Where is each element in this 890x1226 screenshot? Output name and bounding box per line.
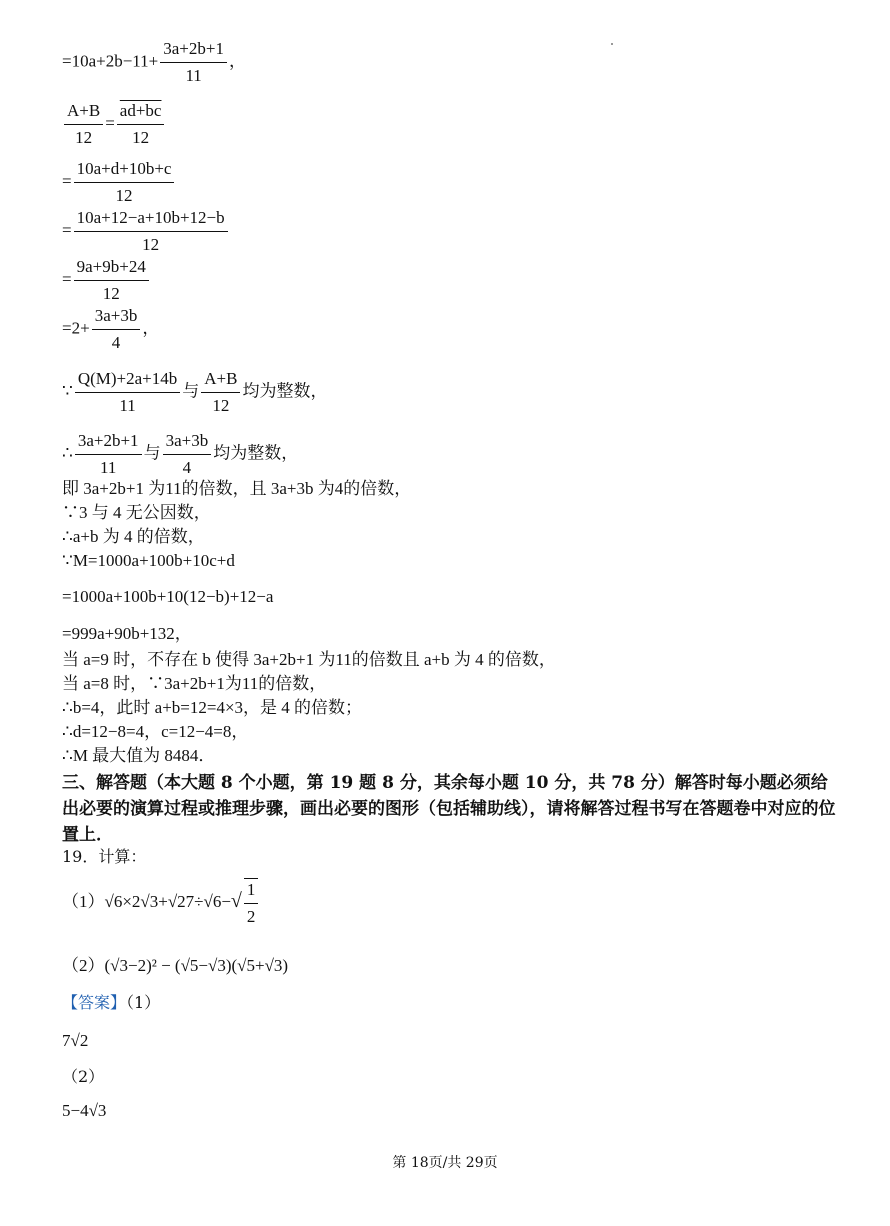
eq-line-14: =999a+90b+132， [62,624,192,643]
part-label: （1） [126,993,161,1012]
problem-title: 19．计算： [62,847,147,866]
part-label: （1） [62,891,105,911]
fraction [74,256,149,305]
eq-line-5 [62,256,151,305]
eq-line-3 [62,158,176,207]
denominator: 4 [182,458,192,477]
expression: √6×2√3+√27÷√6− [104,891,231,911]
fraction [117,100,165,149]
part-label: （2） [62,956,105,975]
therefore-symbol: ∴ [62,443,73,463]
numerator: 3a+2b+1 [75,430,142,455]
eq-line-9: 即 3a+2b+1 为11的倍数，且 3a+3b 为4的倍数， [62,479,412,498]
eq-text: = [62,171,72,191]
numerator: 9a+9b+24 [74,256,149,281]
eq-line-2 [62,100,166,149]
eq-line-1 [62,38,246,87]
eq-line-15: 当 a=9 时，不存在 b 使得 3a+2b+1 为11的倍数且 a+b 为 4 的倍数， [62,650,556,669]
eq-line-19: ∴M 最大值为 8484． [62,746,216,765]
denominator: 12 [212,396,230,415]
denominator: 12 [142,235,160,254]
numerator: Q(M)+2a+14b [75,368,180,393]
eq-line-10: ∵3 与 4 无公因数， [62,503,211,522]
denominator: 12 [75,128,93,147]
expression: (√3−2)² − (√5−√3)(√5+√3) [104,956,289,975]
eq-text: 均为整数， [213,443,299,463]
eq-line-12: ∵M=1000a+100b+10c+d [62,551,235,570]
sqrt-symbol: √ [230,889,242,912]
denominator: 11 [100,458,117,477]
fraction [160,38,227,87]
numerator: ad+bc [117,100,165,125]
fraction [163,430,212,479]
because-symbol: ∵ [62,381,73,401]
fraction [75,430,142,479]
fraction [244,878,259,928]
numerator: 1 [244,879,259,904]
answer-part-2: 5−4√3 [62,1101,107,1120]
answer-line [62,992,160,1014]
punct: ， [229,51,246,71]
denominator: 12 [132,128,150,147]
fraction [64,100,103,149]
numerator: 10a+d+10b+c [74,158,175,183]
denominator: 4 [111,333,121,352]
eq-text: 与 [143,443,161,463]
eq-line-13: =1000a+100b+10(12−b)+12−a [62,587,274,606]
numerator: 3a+2b+1 [160,38,227,63]
eq-text: 与 [182,381,200,401]
page-footer: 第 18页/共 29页 [392,1155,498,1171]
problem-part-1 [62,878,260,928]
numerator: 3a+3b [163,430,212,455]
numerator: A+B [201,368,240,393]
denominator: 2 [246,907,256,926]
fraction [74,158,175,207]
eq-text: = [62,220,72,240]
numerator: 3a+3b [92,305,141,330]
punct: ， [142,318,160,338]
fraction [92,305,141,354]
eq-line-6 [62,305,159,354]
eq-line-17: ∴b=4，此时 a+b=12=4×3，是 4 的倍数； [62,698,363,717]
numerator: 10a+12−a+10b+12−b [74,207,228,232]
denominator: 12 [102,284,120,303]
eq-text: = [62,269,72,289]
problem-part-2 [62,955,288,977]
answer-part-2-label: （2） [62,1067,105,1086]
eq-text: =2+ [62,318,90,338]
eq-line-7 [62,368,327,417]
eq-line-16: 当 a=8 时，∵3a+2b+1为11的倍数， [62,674,327,693]
eq-line-4 [62,207,230,256]
fraction [201,368,240,417]
answer-tag: 【答案】 [62,993,127,1012]
denominator: 12 [115,186,133,205]
eq-line-8 [62,430,298,479]
fraction [74,207,228,256]
eq-line-18: ∴d=12−8=4，c=12−4=8， [62,722,249,741]
answer-part-1: 7√2 [62,1031,89,1050]
denominator: 11 [119,396,136,415]
fraction [75,368,180,417]
denominator: 11 [185,66,202,85]
eq-line-11: ∴a+b 为 4 的倍数， [62,527,205,546]
section-heading: 三、解答题（本大题 8 个小题，第 19 题 8 分，其余每小题 10 分，共 78 分）解答时每小题必须给出必要的演算过程或推理步骤，画出必要的图形（包括辅助线），请将解答过程书写在答题卷中对应的位置上． [62,773,836,845]
stray-dot [611,43,613,45]
eq-text: =10a+2b−11+ [62,51,159,71]
eq-text: = [105,113,115,133]
eq-text: 均为整数， [242,381,328,401]
numerator: A+B [64,100,103,125]
